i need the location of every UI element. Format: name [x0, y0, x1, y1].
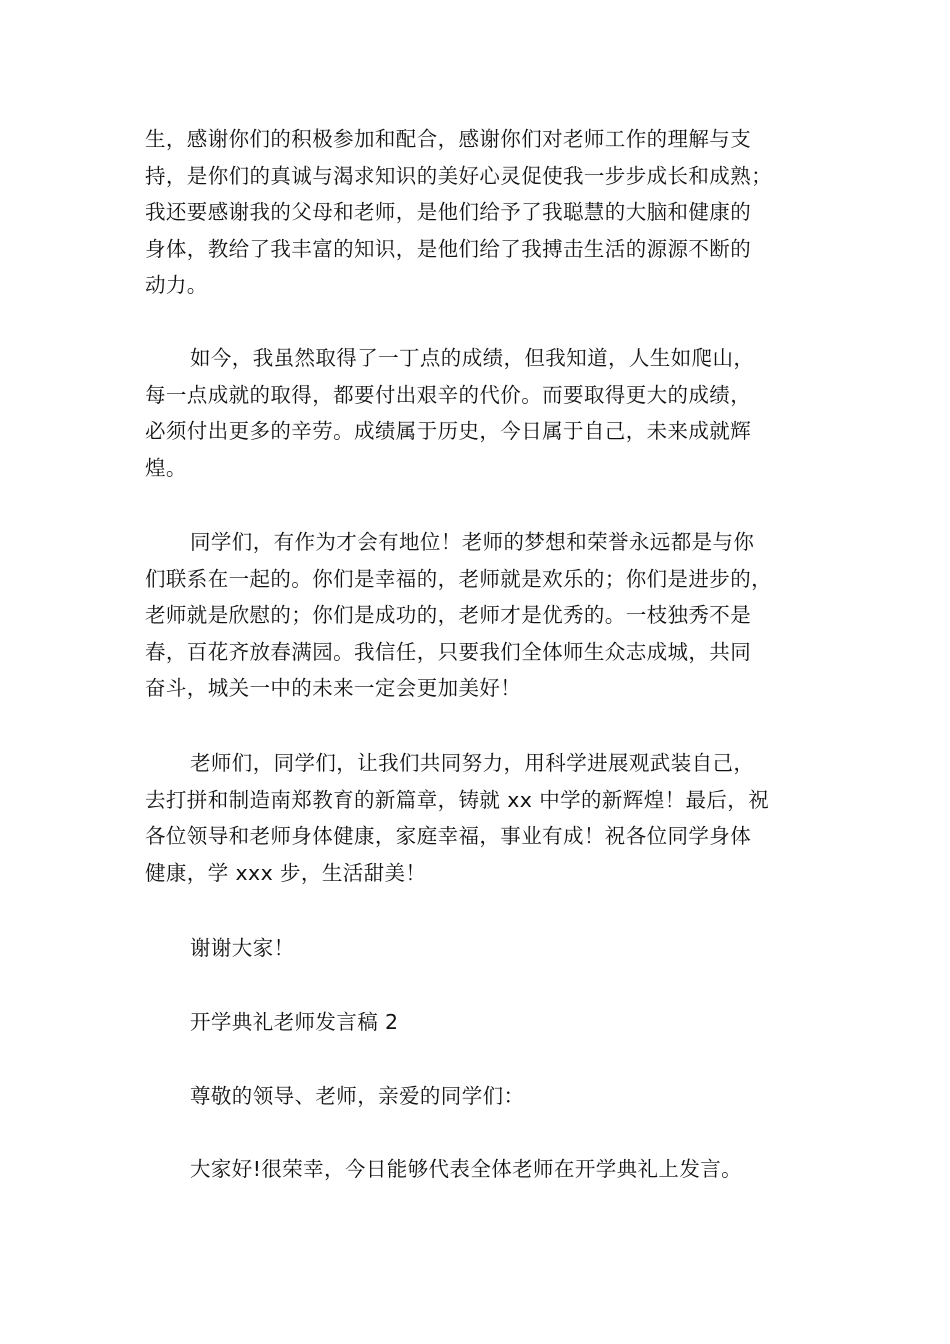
- text-line: 身体，教给了我丰富的知识，是他们给了我搏击生活的源源不断的: [145, 236, 752, 261]
- paragraph-salutation: [145, 1078, 817, 1115]
- text-line: 动力。: [145, 273, 208, 298]
- text-line: 生，感谢你们的积极参加和配合，感谢你们对老师工作的理解与支: [145, 127, 752, 151]
- text-line: 老师就是欣慰的；你们是成功的，老师才是优秀的。一枝独秀不是: [145, 603, 752, 628]
- section-heading: [145, 1004, 817, 1041]
- text-line: 如今，我虽然取得了一丁点的成绩，但我知道，人生如爬山，: [190, 346, 755, 370]
- paragraph-achievement: [145, 340, 817, 486]
- text-line: 健康，学 xxx 步，生活甜美！: [145, 860, 427, 885]
- text-line: 老师们，同学们，让我们共同努力，用科学进展观武装自己，: [190, 751, 755, 775]
- text-line: 奋斗，城关一中的未来一定会更加美好！: [145, 676, 522, 701]
- text-line: 煌。: [145, 455, 187, 480]
- text-line: 每一点成就的取得，都要付出艰辛的代价。而要取得更大的成绩，: [145, 382, 752, 407]
- paragraph-thanks: [145, 930, 817, 967]
- text-line: 开学典礼老师发言稿 2: [190, 1010, 399, 1034]
- text-line: 同学们，有作为才会有地位！老师的梦想和荣誉永远都是与你: [190, 530, 755, 554]
- paragraph-students: [145, 524, 817, 707]
- paragraph-closing-wishes: [145, 745, 817, 891]
- text-line: 我还要感谢我的父母和老师，是他们给予了我聪慧的大脑和健康的: [145, 200, 752, 225]
- text-line: 持，是你们的真诚与渴求知识的美好心灵促使我一步步成长和成熟；: [145, 163, 772, 188]
- text-line: 必须付出更多的辛劳。成绩属于历史，今日属于自己，未来成就辉: [145, 419, 752, 444]
- text-line: 大家好!很荣幸，今日能够代表全体老师在开学典礼上发言。: [190, 1157, 743, 1181]
- text-line: 们联系在一起的。你们是幸福的，老师就是欢乐的；你们是进步的，: [145, 566, 772, 591]
- text-line: 各位领导和老师身体健康，家庭幸福，事业有成！祝各位同学身体: [145, 824, 752, 849]
- paragraph-gratitude: [145, 121, 817, 304]
- text-line: 春，百花齐放春满园。我信任，只要我们全体师生众志成城，共同: [145, 639, 752, 664]
- paragraph-greeting: [145, 1151, 817, 1188]
- text-line: 谢谢大家！: [190, 936, 295, 960]
- text-line: 去打拼和制造南郑教育的新篇章，铸就 xx 中学的新辉煌！最后，祝: [145, 787, 770, 812]
- text-line: 尊敬的领导、老师，亲爱的同学们：: [190, 1084, 525, 1108]
